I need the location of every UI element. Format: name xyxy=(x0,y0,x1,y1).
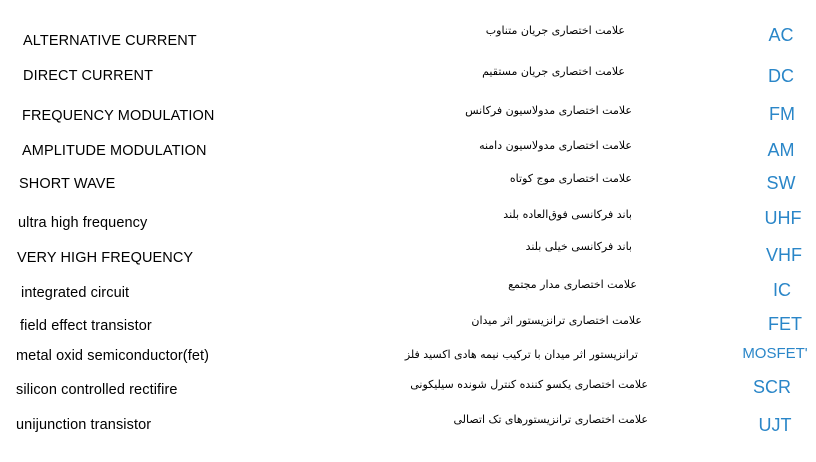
english-term: unijunction transistor xyxy=(16,417,152,433)
english-term: FREQUENCY MODULATION xyxy=(22,108,215,124)
abbreviation: UJT xyxy=(758,415,792,435)
english-term: VERY HIGH FREQUENCY xyxy=(17,250,194,266)
abbreviation: AC xyxy=(768,25,794,45)
abbreviation: IC xyxy=(773,280,791,300)
persian-description: ترانزیستور اثر میدان با ترکیب نیمه هادی اکسید فلز xyxy=(404,348,638,361)
persian-description: علامت اختصاری موج کوتاه xyxy=(509,172,632,185)
persian-description: باند فرکانسی فوق‌العاده بلند xyxy=(503,208,632,221)
persian-description: علامت اختصاری مدولاسیون دامنه xyxy=(479,139,632,152)
abbreviation: SW xyxy=(766,173,796,193)
persian-description: علامت اختصاری جریان مستقیم xyxy=(482,65,625,78)
abbreviation: SCR xyxy=(752,377,792,397)
english-term: ALTERNATIVE CURRENT xyxy=(23,33,197,49)
english-term: AMPLITUDE MODULATION xyxy=(22,143,207,159)
english-term: SHORT WAVE xyxy=(19,176,116,192)
english-term: silicon controlled rectifire xyxy=(16,382,178,398)
persian-description: علامت اختصاری ترانزیستور اثر میدان xyxy=(471,314,642,327)
persian-description: علامت اختصاری ترانزیستورهای تک اتصالی xyxy=(453,413,648,426)
abbreviation: DC xyxy=(768,66,794,86)
english-term: DIRECT CURRENT xyxy=(23,68,154,84)
persian-description: باند فرکانسی خیلی بلند xyxy=(525,240,632,253)
persian-description: علامت اختصاری جریان متناوب xyxy=(485,24,625,37)
abbreviation: AM xyxy=(767,140,795,160)
persian-description: علامت اختصاری مدولاسیون فرکانس xyxy=(465,104,632,117)
english-term: integrated circuit xyxy=(21,285,130,301)
abbreviation: FM xyxy=(769,104,795,124)
persian-description: علامت اختصاری یکسو کننده کنترل شونده سیلیکونی xyxy=(410,378,648,391)
abbreviation: MOSFET' xyxy=(742,345,808,362)
abbreviation: VHF xyxy=(766,245,802,265)
english-term: metal oxid semiconductor(fet) xyxy=(16,348,210,364)
persian-description: علامت اختصاری مدار مجتمع xyxy=(508,278,637,291)
abbreviation: UHF xyxy=(764,208,802,228)
english-term: field effect transistor xyxy=(20,318,152,334)
abbreviation: FET xyxy=(768,314,802,334)
english-term: ultra high frequency xyxy=(18,215,148,231)
